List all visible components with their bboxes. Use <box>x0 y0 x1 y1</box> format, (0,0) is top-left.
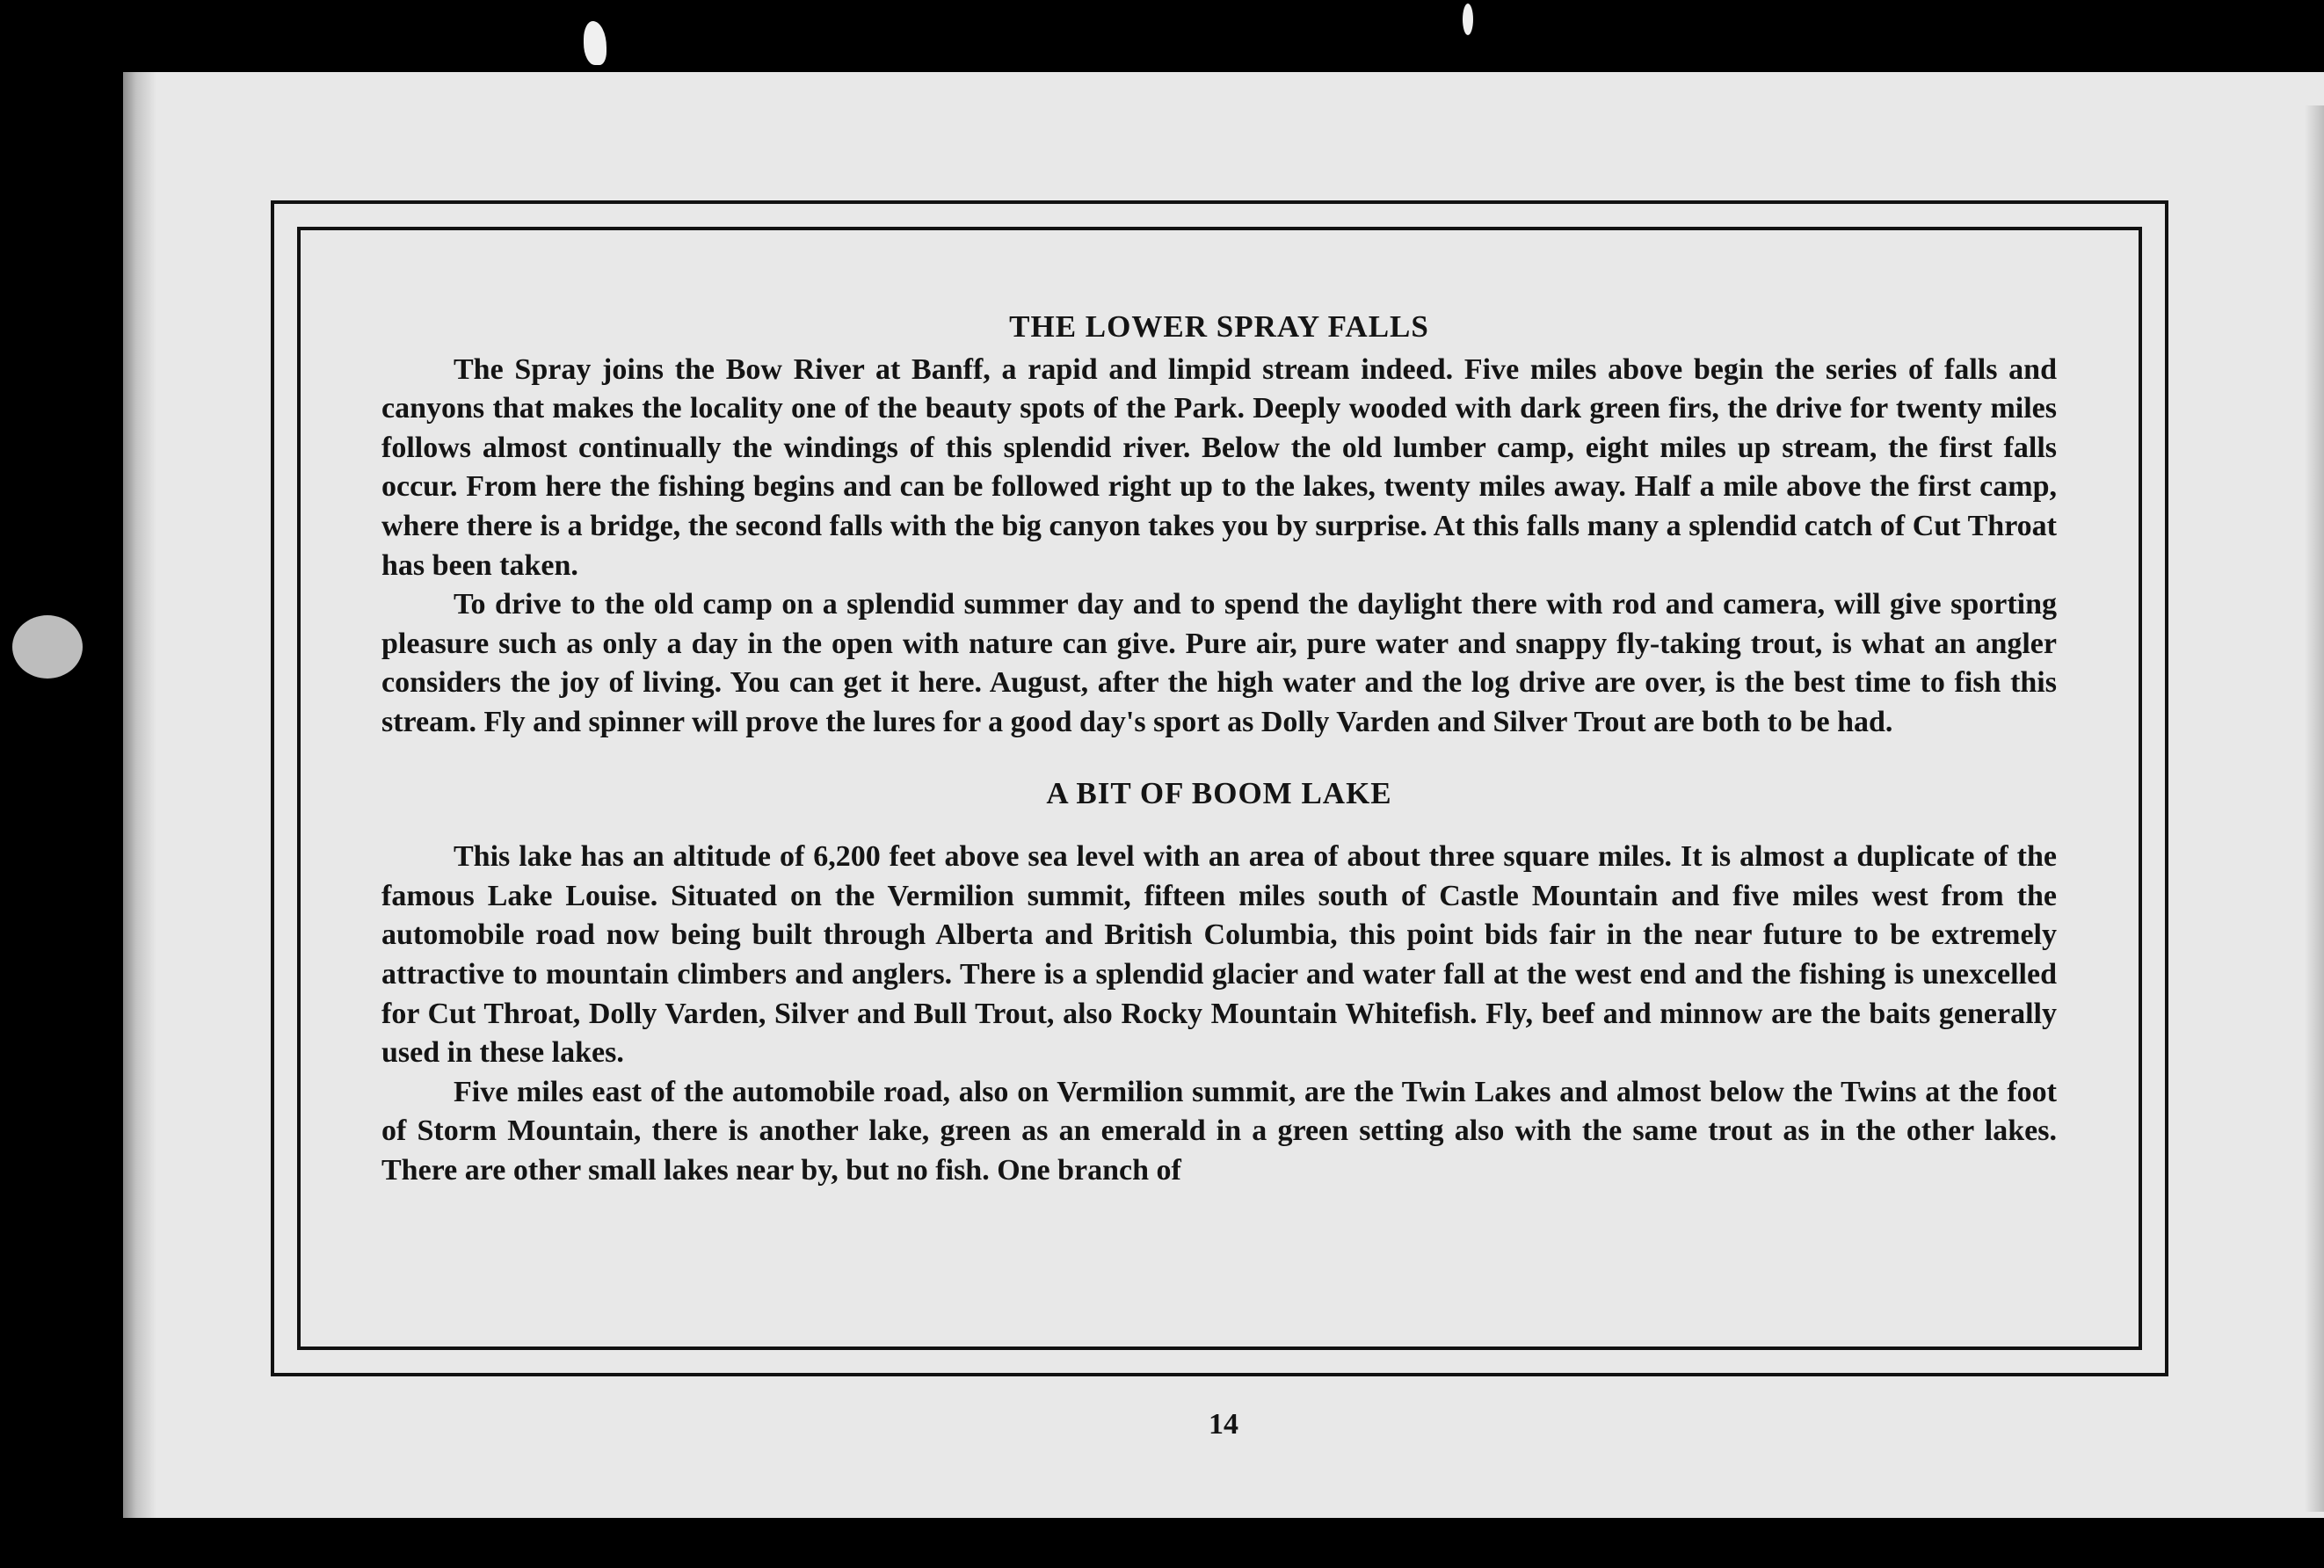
scan-mark-right <box>1463 4 1473 35</box>
outer-frame <box>271 200 2168 1376</box>
scan-mark-left <box>584 21 606 65</box>
paragraph-spray-2: To drive to the old camp on a splendid summer day and to spend the daylight there with rod and camera, will give sporting pleasure such as only a day in the open with nature can give. Pure air, pure water and snappy fly-taking trout, is what an angler considers the joy of living. You can get it here. August, after the high water and the log drive are over, is the best time to fish this stream. Fly and spinner will prove the lures for a good day's sport as Dolly Varden and Silver Trout are both to be had. <box>381 588 2057 738</box>
book-page <box>123 72 2324 1518</box>
binding-shadow <box>123 72 156 1518</box>
paragraph-spray-1: The Spray joins the Bow River at Banff, a rapid and limpid stream indeed. Five miles above begin the series of falls and canyons that makes the locality one of the beauty spots of the Park. Deeply wooded with dark green firs, the drive for twenty miles follows almost continually the windings of this splendid river. Below the old lumber camp, eight miles up stream, the first falls occur. From here the fishing begins and can be followed right up to the lakes, twenty miles away. Half a mile above the first camp, where there is a bridge, the second falls with the big canyon takes you by surprise. At this falls many a splendid catch of Cut Throat has been taken. <box>381 352 2057 582</box>
inner-frame <box>297 227 2142 1350</box>
paragraph-boom-2: Five miles east of the automobile road, also on Vermilion summit, are the Twin Lakes and almost below the Twins at the foot of Storm Mountain, there is another lake, green as an emerald in a green setting also with the same trout as in the other lakes. There are other small lakes near by, but no fish. One branch of <box>381 1075 2057 1187</box>
page-content <box>381 308 2057 1190</box>
paragraph-boom-1: This lake has an altitude of 6,200 feet above sea level with an area of about three square miles. It is almost a duplicate of the famous Lake Louise. Situated on the Vermilion summit, fifteen miles south of Castle Mountain and five miles west from the automobile road now being built through Alberta and British Columbia, this point bids fair in the near future to be extremely attractive to mountain climbers and anglers. There is a splendid glacier and water fall at the west end and the fishing is unexcelled for Cut Throat, Dolly Varden, Silver and Bull Trout, also Rocky Mountain Whitefish. Fly, beef and minnow are the baits generally used in these lakes. <box>381 840 2057 1070</box>
page-right-edge <box>2305 105 2324 1512</box>
section-title-lower-spray-falls: THE LOWER SPRAY FALLS <box>1009 309 1429 344</box>
section-title-boom-lake: A BIT OF BOOM LAKE <box>1046 775 1392 810</box>
page-number: 14 <box>1209 1408 1238 1441</box>
scan-stain <box>12 615 83 679</box>
